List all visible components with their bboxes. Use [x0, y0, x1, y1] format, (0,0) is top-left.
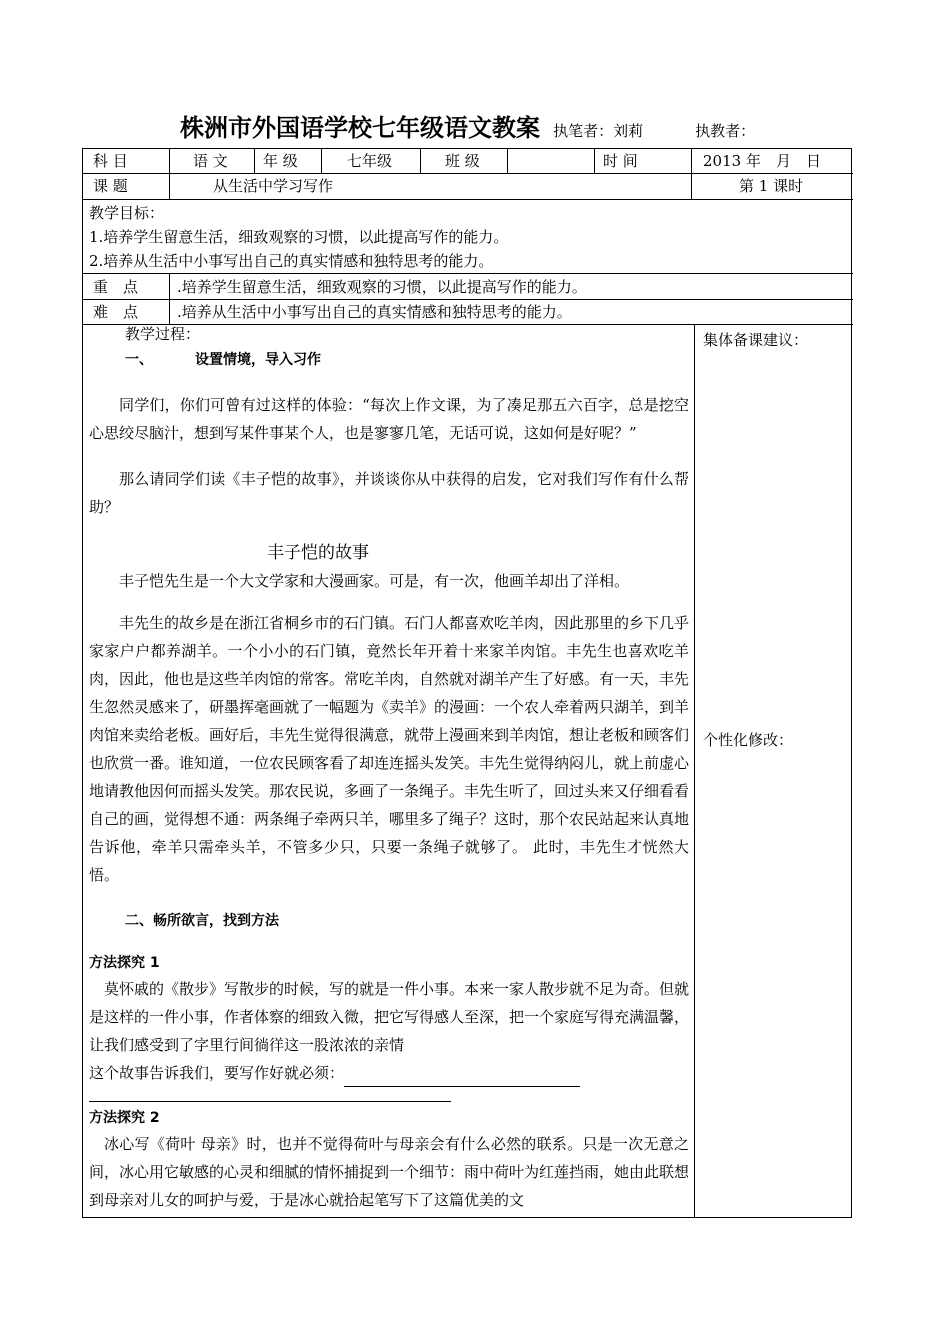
- method1-prompt: 这个故事告诉我们，要写作好就必须：: [89, 1064, 345, 1082]
- section1-number: 一、: [125, 352, 153, 368]
- section1-title: 设置情境，导入习作: [195, 352, 321, 368]
- grade-label: 年 级: [263, 152, 298, 170]
- objectives-heading: 教学目标：: [89, 204, 165, 222]
- section1-heading: [89, 347, 689, 373]
- process-heading: 教学过程：: [125, 325, 201, 343]
- objective-item-2: 2.培养从生活中小事写出自己的真实情感和独特思考的能力。: [89, 252, 494, 270]
- personal-modification-label: 个性化修改：: [703, 731, 794, 749]
- key-point-label: 重 点: [93, 278, 139, 296]
- intro-paragraph-2: 那么请同学们读《丰子恺的故事》，并谈谈你从中获得的启发，它对我们写作有什么帮助？: [89, 470, 689, 516]
- subject-value: 语 文: [193, 152, 228, 170]
- method2-text: 冰心写《荷叶 母亲》时，也并不觉得荷叶与母亲会有什么必然的联系。只是一次无意之间，冰心用它敏感的心灵和细腻的情怀捕捉到一个细节：雨中荷叶为红莲挡雨，她由此联想到母亲对儿女的呵护与爱，于是冰心就拾起笔写下了这篇优美的文: [89, 1135, 690, 1209]
- story-title: 丰子恺的故事: [267, 543, 369, 563]
- time-label: 时 间: [603, 152, 638, 170]
- section2-heading: 二、畅所欲言，找到方法: [125, 913, 279, 929]
- objective-item-1: 1.培养学生留意生活，细致观察的习惯，以此提高写作的能力。: [89, 228, 509, 246]
- method1-text: 莫怀戚的《散步》写散步的时候，写的就是一件小事。本来一家人散步就不足为奇。但就是这样的一件小事，作者体察的细致入微，把它写得感人至深，把一个家庭写得充满温馨，让我们感受到了字里行间徜徉这一股浓浓的亲情: [89, 980, 690, 1054]
- period-value: 第 1 课时: [739, 177, 804, 195]
- collective-suggestion-label: 集体备课建议：: [703, 331, 809, 349]
- subject-label: 科 目: [93, 152, 128, 170]
- key-point-value: .培养学生留意生活，细致观察的习惯，以此提高写作的能力。: [177, 278, 587, 296]
- method2-title: 方法探究 2: [89, 1110, 160, 1126]
- answer-blank[interactable]: [344, 1068, 580, 1087]
- teaching-process: [89, 321, 689, 1214]
- difficulty-label: 难 点: [93, 303, 139, 321]
- document-header: [180, 108, 880, 142]
- method1-title: 方法探究 1: [89, 955, 160, 971]
- story-paragraph-2: 丰先生的故乡是在浙江省桐乡市的石门镇。石门人都喜欢吃羊肉，因此那里的乡下几乎家家户户都养湖羊。一个小小的石门镇，竟然长年开着十来家羊肉馆。丰先生也喜欢吃羊肉，因此，他也是这些羊肉馆的常客。常吃羊肉，自然就对湖羊产生了好感。有一天，丰先生忽然灵感来了，研墨挥毫画就了一幅题为《卖羊》的漫画：一个农人牵着两只湖羊，到羊肉馆来卖给老板。画好后，丰先生觉得很满意，就带上漫画来到羊肉馆，想让老板和顾客们也欣赏一番。谁知道，一位农民顾客看了却连连摇头发笑。丰先生觉得纳闷儿，就上前虚心地请教他因何而摇头发笑。那农民说，多画了一条绳子。丰先生听了，回过头来又仔细看看自己的画，觉得想不通：两条绳子牵两只羊，哪里多了绳子？这时，那个农民站起来认真地告诉他，牵羊只需牵头羊，不管多少只，只要一条绳子就够了。 此时，丰先生才恍然大悟。: [89, 614, 690, 884]
- method1-prompt-line: [89, 1059, 689, 1087]
- grade-value: 七年级: [347, 152, 393, 170]
- answer-blank-line[interactable]: [89, 1087, 451, 1102]
- story-paragraph-1: 丰子恺先生是一个大文学家和大漫画家。可是，有一次，他画羊却出了洋相。: [119, 572, 630, 590]
- topic-value: 从生活中学习写作: [213, 177, 334, 195]
- intro-paragraph-1: 同学们，你们可曾有过这样的体验：“每次上作文课，为了凑足那五六百字，总是挖空心思绞尽脑汁，想到写某件事某个人，也是寥寥几笔，无话可说，这如何是好呢？”: [89, 396, 689, 442]
- class-label: 班 级: [445, 152, 480, 170]
- difficulty-value: .培养从生活中小事写出自己的真实情感和独特思考的能力。: [177, 303, 572, 321]
- topic-label: 课 题: [93, 177, 128, 195]
- lesson-plan-table: [82, 148, 852, 1218]
- time-value: 2013 年 月 日: [703, 152, 821, 170]
- writer-label: 执笔者：刘莉: [553, 122, 644, 140]
- document-title: 株洲市外国语学校七年级语文教案: [180, 114, 540, 142]
- teacher-label: 执教者：: [695, 122, 756, 140]
